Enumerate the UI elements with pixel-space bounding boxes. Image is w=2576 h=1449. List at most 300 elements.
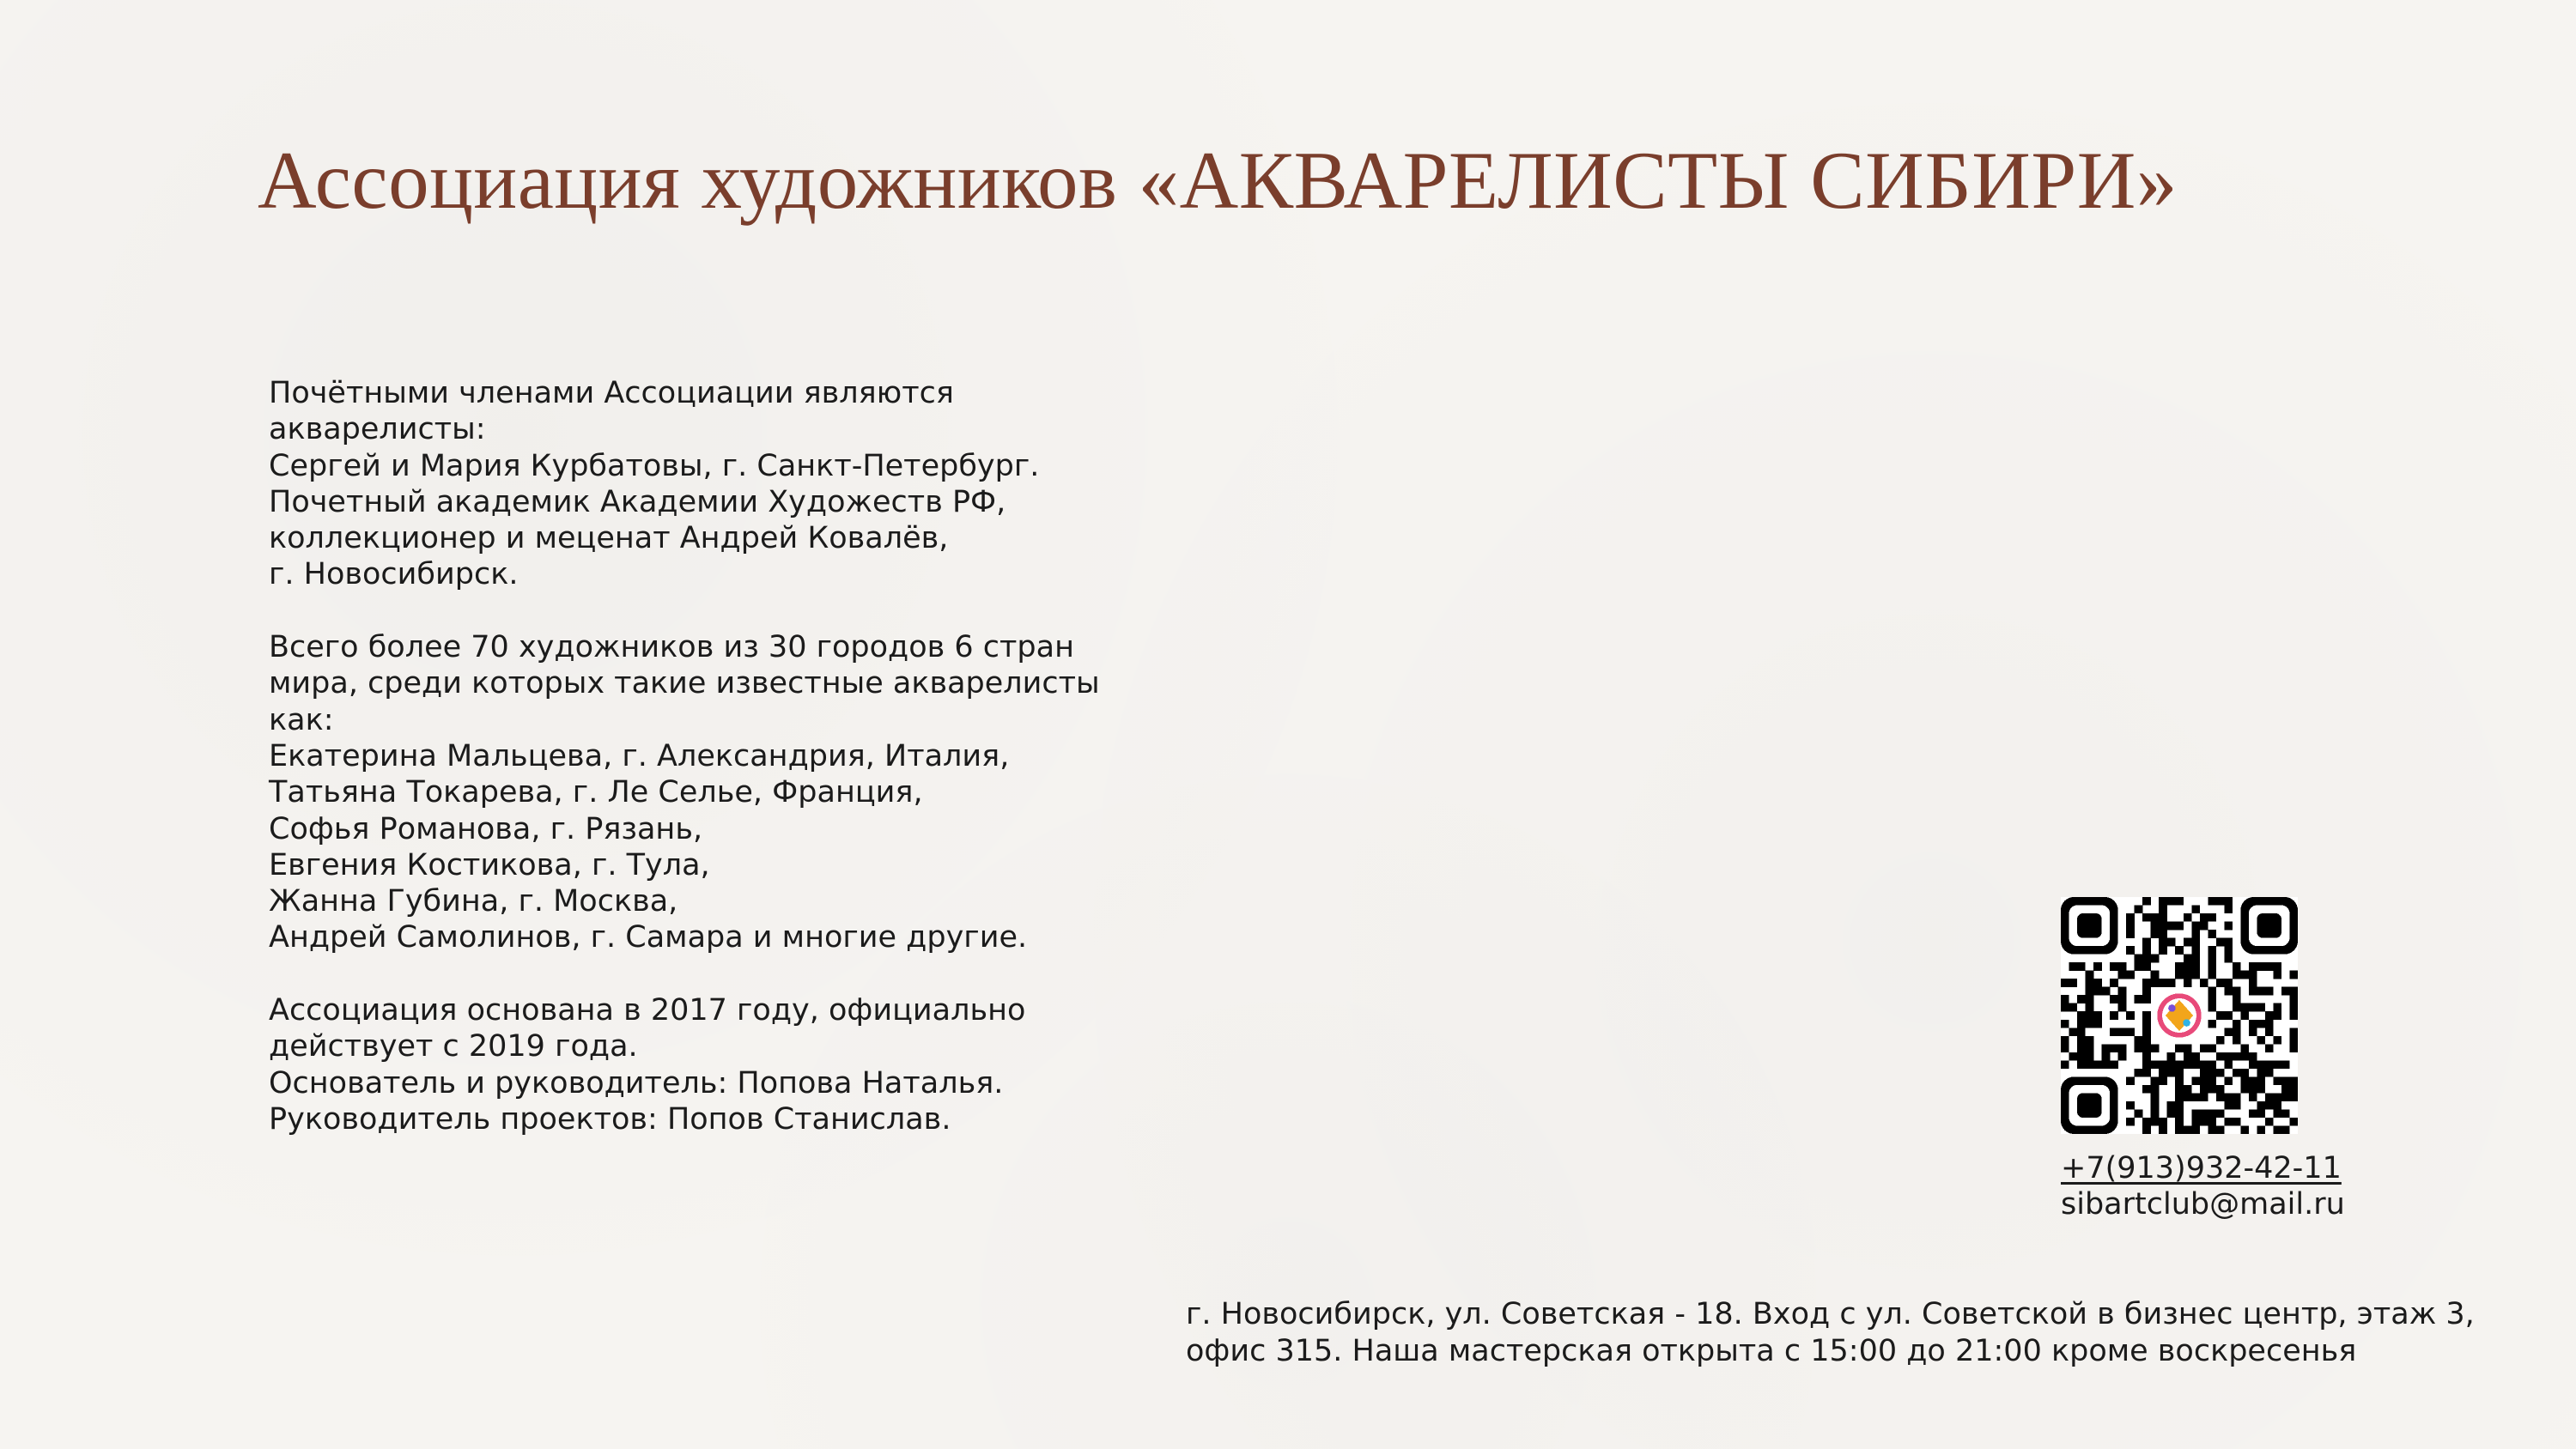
qr-module [2175,922,2184,931]
text-line: г. Новосибирск. [269,557,519,592]
qr-module [2061,979,2069,987]
contacts [2061,1150,2345,1222]
text-line: мира, среди которых такие известные акварелисты [269,666,1100,701]
qr-module [2118,971,2127,979]
qr-module [2102,1052,2111,1061]
qr-module [2191,1125,2200,1134]
qr-module [2257,1085,2265,1094]
qr-module [2289,1011,2298,1020]
qr-module [2175,962,2184,971]
qr-module [2093,1020,2102,1028]
qr-module [2200,913,2208,922]
qr-module [2167,1101,2176,1110]
qr-module [2110,995,2118,1003]
qr-module [2208,1118,2216,1126]
qr-module [2184,1044,2192,1052]
qr-module [2126,1101,2135,1110]
qr-module [2069,979,2078,987]
qr-module [2233,1036,2241,1045]
qr-module [2167,1052,2176,1061]
qr-module [2175,897,2184,906]
qr-module [2224,1101,2233,1110]
qr-module [2151,971,2160,979]
text-line: коллекционер и меценат Андрей Ковалёв, [269,521,949,556]
qr-module [2135,962,2143,971]
qr-module [2289,971,2298,979]
qr-module [2233,1003,2241,1012]
qr-module [2191,1109,2200,1118]
qr-module [2184,1085,2192,1094]
qr-module [2142,1060,2151,1069]
qr-module [2142,955,2151,963]
qr-module [2086,1052,2094,1061]
qr-module [2257,1060,2265,1069]
qr-module [2151,913,2160,922]
qr-module [2249,1020,2257,1028]
qr-module [2175,1085,2184,1094]
qr-module [2273,1125,2281,1134]
qr-module [2265,1101,2274,1110]
qr-module [2167,979,2176,987]
qr-module [2118,1003,2127,1012]
qr-module [2167,897,2176,906]
qr-module [2086,1020,2094,1028]
qr-module [2086,987,2094,996]
qr-module [2167,1069,2176,1077]
qr-module [2240,1052,2249,1061]
text-line: Жанна Губина, г. Москва, [269,884,678,919]
qr-module [2265,987,2274,996]
qr-module [2135,995,2143,1003]
qr-module [2159,946,2167,955]
qr-module [2159,1076,2167,1085]
qr-module [2273,1036,2281,1045]
qr-module [2265,962,2274,971]
qr-module [2151,1060,2160,1069]
qr-module [2249,962,2257,971]
qr-module [2077,1020,2086,1028]
qr-module [2086,1011,2094,1020]
phone-link[interactable]: +7(913)932-42-11 [2061,1151,2342,1185]
qr-module [2257,1036,2265,1045]
qr-module [2118,1052,2127,1061]
qr-module [2110,979,2118,987]
qr-module [2257,1076,2265,1085]
qr-module [2069,1028,2078,1036]
qr-module [2233,1093,2241,1101]
qr-module [2273,971,2281,979]
text-line: действует с 2019 года. [269,1029,638,1064]
qr-module [2249,1093,2257,1101]
qr-module [2061,1036,2069,1045]
qr-module [2208,995,2216,1003]
qr-module [2257,962,2265,971]
qr-module [2257,1125,2265,1134]
qr-module [2151,1093,2160,1101]
qr-module [2216,1109,2225,1118]
qr-module [2142,897,2151,906]
qr-module [2159,906,2167,914]
qr-module [2191,1052,2200,1061]
qr-module [2110,1011,2118,1020]
qr-module [2216,1011,2225,1020]
qr-module [2142,1069,2151,1077]
qr-module [2086,995,2094,1003]
qr-module [2224,897,2233,906]
qr-module [2233,1101,2241,1110]
qr-module [2142,1052,2151,1061]
qr-module [2159,938,2167,947]
qr-module [2184,962,2192,971]
qr-module [2142,962,2151,971]
qr-module [2240,1044,2249,1052]
qr-module [2281,987,2290,996]
qr-code-graphic [2061,897,2298,1134]
qr-module [2208,1069,2216,1077]
qr-module [2126,913,2135,922]
qr-module [2249,1028,2257,1036]
text-line: акварелисты: [269,412,486,447]
qr-module [2151,1109,2160,1118]
paragraph-founding [269,992,1213,1137]
qr-module [2249,971,2257,979]
qr-module [2126,922,2135,931]
qr-module [2077,1028,2086,1036]
qr-module [2289,1036,2298,1045]
qr-module [2086,1044,2094,1052]
qr-module [2289,987,2298,996]
qr-module [2265,1028,2274,1036]
qr-module [2233,1118,2241,1126]
qr-module [2086,1003,2094,1012]
qr-module [2224,1093,2233,1101]
qr-module [2216,979,2225,987]
qr-module [2184,938,2192,947]
qr-module [2249,1003,2257,1012]
qr-module [2281,1076,2290,1085]
qr-module [2200,1069,2208,1077]
qr-module [2135,1069,2143,1077]
qr-module [2240,1069,2249,1077]
qr-module [2159,1118,2167,1126]
qr-module [2224,955,2233,963]
qr-module [2061,1060,2069,1069]
qr-module [2142,979,2151,987]
qr-module [2224,1028,2233,1036]
qr-module [2126,1118,2135,1126]
qr-module [2061,1020,2069,1028]
qr-module [2077,1011,2086,1020]
qr-module [2159,922,2167,931]
qr-module [2224,906,2233,914]
qr-module [2077,1036,2086,1045]
qr-module [2110,962,2118,971]
qr-module [2118,995,2127,1003]
qr-module [2167,922,2176,931]
qr-module [2175,1060,2184,1069]
qr-module [2200,1109,2208,1118]
qr-module [2142,987,2151,996]
qr-module [2200,1076,2208,1085]
qr-module [2257,1069,2265,1077]
qr-module [2208,1020,2216,1028]
qr-module [2102,1044,2111,1052]
qr-module [2289,1028,2298,1036]
qr-module [2102,987,2111,996]
qr-module [2233,987,2241,996]
qr-module [2110,1060,2118,1069]
qr-module [2289,995,2298,1003]
qr-module [2175,1118,2184,1126]
qr-module [2289,1093,2298,1101]
qr-module [2077,962,2086,971]
qr-module [2224,979,2233,987]
qr-module [2224,1118,2233,1126]
qr-module [2191,922,2200,931]
qr-module [2126,946,2135,955]
qr-module [2233,1069,2241,1077]
qr-module [2249,1052,2257,1061]
qr-module [2224,1052,2233,1061]
qr-module [2233,1028,2241,1036]
qr-module [2184,913,2192,922]
qr-module [2281,1109,2290,1118]
qr-module [2151,930,2160,938]
qr-module [2142,1118,2151,1126]
qr-module [2208,1125,2216,1134]
qr-module [2224,922,2233,931]
qr-module [2200,1060,2208,1069]
qr-module [2249,1076,2257,1085]
qr-module [2257,1101,2265,1110]
qr-module [2249,1060,2257,1069]
text-line: Всего более 70 художников из 30 городов 6 стран [269,630,1074,665]
qr-module [2069,1052,2078,1061]
qr-module [2257,1109,2265,1118]
qr-module [2118,987,2127,996]
qr-module [2273,1101,2281,1110]
qr-module [2191,1093,2200,1101]
qr-module [2184,955,2192,963]
paragraph-honorary-members [269,375,1213,593]
qr-module [2257,987,2265,996]
qr-module [2200,1093,2208,1101]
qr-module [2135,955,2143,963]
email-text: sibartclub@mail.ru [2061,1187,2345,1222]
text-line: Софья Романова, г. Рязань, [269,811,703,846]
text-line: Почётными членами Ассоциации являются [269,376,954,410]
qr-module [2151,955,2160,963]
qr-module [2249,987,2257,996]
qr-module [2142,1028,2151,1036]
qr-module [2142,1036,2151,1045]
qr-module [2273,1076,2281,1085]
text-line: Руководитель проектов: Попов Станислав. [269,1101,951,1137]
qr-module [2175,1093,2184,1101]
page-title: Ассоциация художников «АКВАРЕЛИСТЫ СИБИРИ» [258,135,2178,226]
qr-module [2142,1011,2151,1020]
qr-module [2208,1044,2216,1052]
qr-module [2151,1085,2160,1094]
qr-module [2142,938,2151,947]
qr-module [2200,1044,2208,1052]
qr-module [2191,1076,2200,1085]
qr-module [2142,1044,2151,1052]
qr-module [2159,897,2167,906]
text-line: Почетный академик Академии Художеств РФ, [269,484,1006,519]
qr-module [2208,1109,2216,1118]
qr-module [2126,930,2135,938]
qr-module [2126,971,2135,979]
qr-module [2086,971,2094,979]
qr-module [2167,1060,2176,1069]
qr-module [2208,1060,2216,1069]
qr-module [2159,1060,2167,1069]
qr-module [2289,1118,2298,1126]
qr-module [2118,1028,2127,1036]
qr-module [2208,1003,2216,1012]
qr-module [2093,1011,2102,1020]
qr-module [2086,1036,2094,1045]
qr-module [2208,962,2216,971]
qr-module [2216,1125,2225,1134]
qr-module [2175,1109,2184,1118]
qr-module [2191,955,2200,963]
qr-module [2216,897,2225,906]
qr-module [2184,971,2192,979]
qr-module [2184,1052,2192,1061]
qr-module [2086,979,2094,987]
qr-module [2184,1060,2192,1069]
qr-module [2102,1060,2111,1069]
qr-module [2224,946,2233,955]
qr-module [2069,962,2078,971]
qr-module [2142,946,2151,955]
qr-module [2191,1118,2200,1126]
qr-module [2167,1109,2176,1118]
qr-module [2273,1003,2281,1012]
qr-module [2200,1118,2208,1126]
qr-module [2208,897,2216,906]
address-line: г. Новосибирск, ул. Советская - 18. Вход с ул. Советской в бизнес центр, этаж 3, [1186,1297,2475,1331]
text-line: как: [269,702,334,737]
qr-module [2208,971,2216,979]
qr-module [2240,1125,2249,1134]
qr-module [2265,1093,2274,1101]
qr-module [2077,995,2086,1003]
qr-module [2159,1125,2167,1134]
qr-module [2240,1011,2249,1020]
qr-module [2216,938,2225,947]
text-line: Сергей и Мария Курбатовы, г. Санкт-Петербург. [269,448,1040,483]
qr-module [2093,987,2102,996]
qr-module [2175,1076,2184,1085]
qr-module [2093,962,2102,971]
text-line: Основатель и руководитель: Попова Наталья. [269,1065,1004,1100]
qr-module [2216,1069,2225,1077]
qr-module [2216,1093,2225,1101]
qr-module [2240,1076,2249,1085]
qr-module [2126,1028,2135,1036]
qr-code-icon[interactable] [2061,897,2298,1134]
qr-module [2191,946,2200,955]
qr-module [2061,1003,2069,1012]
qr-module [2281,1093,2290,1101]
palette-logo-icon [2153,989,2207,1043]
qr-module [2257,1003,2265,1012]
qr-module [2233,1052,2241,1061]
text-line: Екатерина Мальцева, г. Александрия, Италия, [269,738,1010,773]
qr-module [2151,1101,2160,1110]
qr-module [2151,979,2160,987]
qr-module [2224,1076,2233,1085]
qr-module [2159,979,2167,987]
qr-module [2273,962,2281,971]
qr-module [2118,962,2127,971]
qr-module [2118,1044,2127,1052]
qr-module [2191,1060,2200,1069]
qr-module [2077,1060,2086,1069]
qr-module [2184,1093,2192,1101]
qr-module [2061,1044,2069,1052]
qr-module [2233,995,2241,1003]
qr-module [2208,913,2216,922]
qr-module [2175,1101,2184,1110]
qr-module [2191,962,2200,971]
text-line: Татьяна Токарева, г. Ле Селье, Франция, [269,775,923,810]
qr-module [2233,1020,2241,1028]
qr-module [2240,1003,2249,1012]
qr-module [2249,979,2257,987]
qr-module [2093,979,2102,987]
qr-module [2240,1085,2249,1094]
qr-module [2208,955,2216,963]
qr-module [2208,930,2216,938]
qr-module [2233,962,2241,971]
qr-module [2281,1085,2290,1094]
qr-module [2224,987,2233,996]
qr-module [2249,1109,2257,1118]
qr-module [2184,1125,2192,1134]
qr-module [2159,930,2167,938]
qr-module [2200,1085,2208,1094]
qr-module [2216,1085,2225,1094]
qr-module [2135,1109,2143,1118]
qr-module [2151,1044,2160,1052]
qr-module [2175,971,2184,979]
qr-module [2265,1060,2274,1069]
qr-module [2191,930,2200,938]
qr-module [2224,1011,2233,1020]
qr-module [2200,922,2208,931]
qr-module [2191,971,2200,979]
qr-module [2265,1044,2274,1052]
qr-module [2093,1060,2102,1069]
qr-module [2184,979,2192,987]
qr-module [2273,1093,2281,1101]
qr-module [2191,906,2200,914]
qr-module [2224,938,2233,947]
qr-module [2281,1060,2290,1069]
qr-module [2265,1020,2274,1028]
qr-module [2151,922,2160,931]
qr-module [2142,1020,2151,1028]
qr-module [2159,1069,2167,1077]
qr-module [2265,1118,2274,1126]
qr-module [2289,1076,2298,1085]
address [1186,1296,2475,1370]
qr-module [2175,1125,2184,1134]
